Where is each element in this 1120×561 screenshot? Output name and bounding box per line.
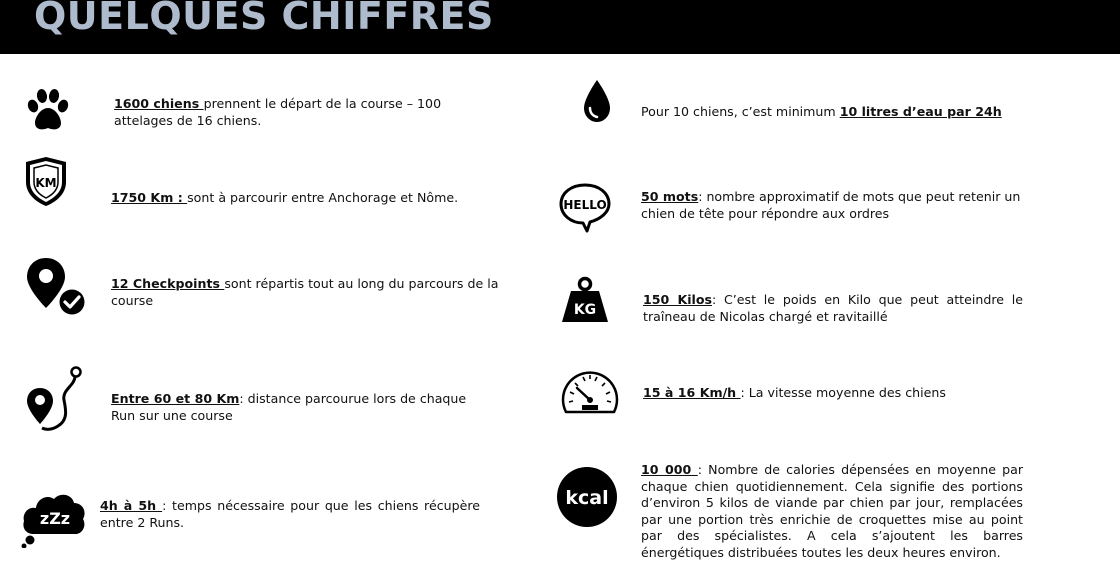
kg-icon-label: KG [573,302,597,318]
stat-distance: 1750 Km : sont à parcourir entre Anchorage et Nôme. [111,190,459,205]
paw-icon [24,86,72,134]
zzz-icon-label: zZz [39,509,71,528]
kcal-icon [556,466,618,528]
stat-checkpoints: 12 Checkpoints sont répartis tout au long du parcours de la course [111,276,499,308]
hello-bubble-icon [558,182,612,234]
kcal-icon-label: kcal [565,487,609,509]
stat-run-distance: Entre 60 et 80 Km: distance parcourue lors de chaque Run sur une course [111,391,467,423]
stat-weight: 150 Kilos: C’est le poids en Kilo que peut atteindre le traîneau de Nicolas chargé et ravitaillé [643,292,1023,324]
stat-recovery: 4h à 5h : temps nécessaire pour que les chiens récupère entre 2 Runs. [100,498,481,530]
km-shield-icon [22,156,70,208]
title-bar [0,0,1120,54]
stat-water: Pour 10 chiens, c’est minimum 10 litres d’eau par 24h [641,104,1002,119]
hello-icon-label: HELLO [563,198,607,212]
location-check-icon [24,256,90,320]
page-title: QUELQUES CHIFFRES [34,0,494,38]
water-drop-icon [580,78,614,124]
km-icon-label: KM [35,176,57,190]
stat-calories: 10 000 : Nombre de calories dépensées en moyenne par chaque chien quotidiennement. Cela signifie des portions d’environ 5 kilos de viande par chien par jour, remplacées par une portion très enrichie de croquettes mise au point par des spécialistes. A cela s’ajoutent les barres énergétiques distribuées toutes les deux heures environ. [641,462,1023,560]
stat-speed: 15 à 16 Km/h : La vitesse moyenne des chiens [643,385,946,400]
stat-words: 50 mots: nombre approximatif de mots que peut retenir un chien de tête pour répondre aux ordres [641,189,1021,221]
sleep-cloud-icon [20,484,88,548]
speedometer-icon [558,364,622,420]
route-icon [22,364,84,436]
stat-dogs: 1600 chiens prennent le départ de la course – 100 attelages de 16 chiens. [114,96,442,128]
kg-weight-icon [560,276,610,324]
